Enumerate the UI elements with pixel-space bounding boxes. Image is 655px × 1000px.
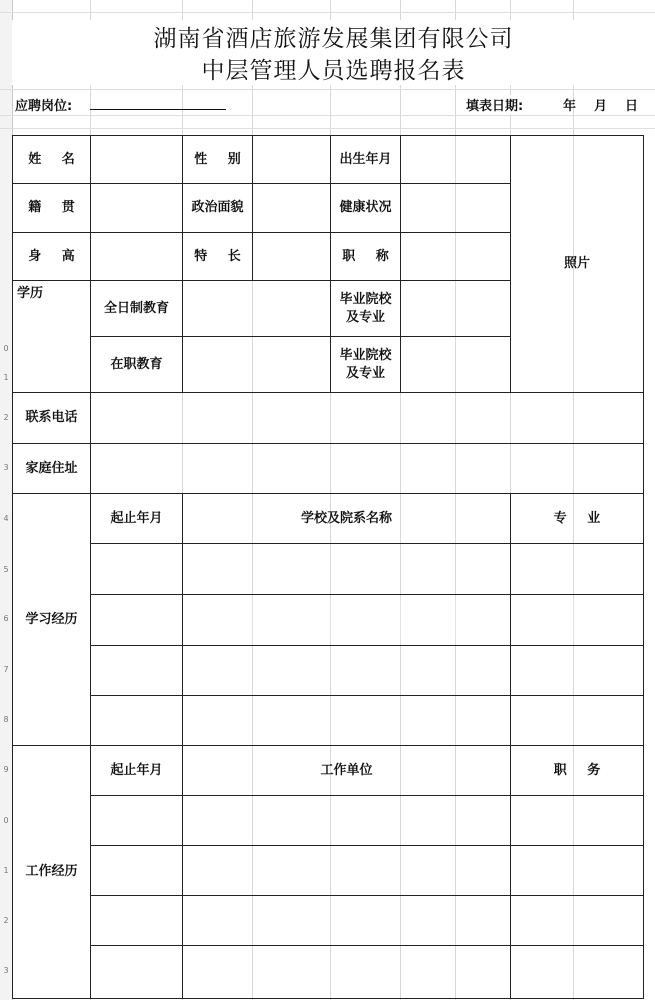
row-number: 5 — [3, 565, 9, 574]
grid-line — [0, 12, 655, 13]
political-status-field[interactable] — [252, 183, 331, 233]
study-row-school[interactable] — [182, 695, 511, 746]
address-field[interactable] — [90, 443, 644, 494]
work-row-unit[interactable] — [182, 895, 511, 946]
row-number: 0 — [3, 344, 9, 353]
position-label: 应聘岗位: — [15, 95, 72, 114]
grid-line — [252, 596, 253, 644]
row-number: 3 — [3, 463, 9, 472]
study-row-major[interactable] — [510, 645, 644, 696]
specialty-label: 特 长 — [182, 232, 253, 281]
row-number: 7 — [3, 665, 9, 674]
native-place-field[interactable] — [90, 183, 183, 233]
birth-field[interactable] — [400, 135, 511, 184]
birth-label: 出生年月 — [330, 135, 401, 184]
height-label: 身 高 — [12, 232, 91, 281]
form-title-line1: 湖南省酒店旅游发展集团有限公司 — [12, 20, 655, 53]
date-day: 日 — [625, 99, 639, 114]
political-status-label: 政治面貌 — [182, 183, 253, 233]
study-school-header: 学校及院系名称 — [182, 493, 511, 544]
study-row-period[interactable] — [90, 645, 183, 696]
study-row-period[interactable] — [90, 543, 183, 595]
date-month: 月 — [594, 99, 608, 114]
title-field[interactable] — [400, 232, 511, 281]
onjob-edu-label: 在职教育 — [90, 336, 183, 393]
work-row-position[interactable] — [510, 845, 644, 896]
form-title-line2: 中层管理人员选聘报名表 — [12, 52, 655, 85]
gender-field[interactable] — [252, 135, 331, 184]
gender-label: 性 别 — [182, 135, 253, 184]
study-row-school[interactable] — [182, 594, 511, 646]
date-year: 年 — [563, 99, 577, 114]
study-row-major[interactable] — [510, 543, 644, 595]
study-period-header: 起止年月 — [90, 493, 183, 544]
row-number: 8 — [3, 715, 9, 724]
work-unit-header: 工作单位 — [182, 745, 511, 796]
work-period-header: 起止年月 — [90, 745, 183, 796]
date-label: 填表日期: — [466, 95, 523, 114]
address-label: 家庭住址 — [12, 443, 91, 494]
grid-line — [573, 596, 574, 644]
name-label: 姓 名 — [12, 135, 91, 184]
work-row-unit[interactable] — [182, 795, 511, 846]
grid-line — [400, 596, 401, 644]
grid-line — [455, 596, 456, 644]
height-field[interactable] — [90, 232, 183, 281]
work-row-period[interactable] — [90, 795, 183, 846]
onjob-edu-field[interactable] — [182, 336, 331, 393]
work-row-position[interactable] — [510, 945, 644, 999]
row-number: 2 — [3, 916, 9, 925]
school-major-field-1[interactable] — [400, 280, 511, 337]
study-row-period[interactable] — [90, 594, 183, 646]
work-row-unit[interactable] — [182, 945, 511, 999]
name-field[interactable] — [90, 135, 183, 184]
row-number: 2 — [3, 413, 9, 422]
work-row-unit[interactable] — [182, 845, 511, 896]
health-label: 健康状况 — [330, 183, 401, 233]
work-row-period[interactable] — [90, 845, 183, 896]
study-history-label: 学习经历 — [12, 493, 91, 746]
grid-line — [330, 596, 331, 644]
row-number: 6 — [3, 614, 9, 623]
study-major-header: 专 业 — [510, 493, 644, 544]
school-major-label-2: 毕业院校 及专业 — [330, 336, 401, 393]
work-history-label: 工作经历 — [12, 745, 91, 999]
study-row-major[interactable] — [510, 594, 644, 646]
row-number: 0 — [3, 816, 9, 825]
row-number: 4 — [3, 514, 9, 523]
row-number: 9 — [3, 765, 9, 774]
work-row-position[interactable] — [510, 895, 644, 946]
fulltime-edu-field[interactable] — [182, 280, 331, 337]
phone-label: 联系电话 — [12, 392, 91, 444]
fulltime-edu-label: 全日制教育 — [90, 280, 183, 337]
study-row-period[interactable] — [90, 695, 183, 746]
study-row-school[interactable] — [182, 543, 511, 595]
phone-field[interactable] — [90, 392, 644, 444]
education-label: 学历 — [12, 280, 91, 393]
work-row-position[interactable] — [510, 795, 644, 846]
study-row-major[interactable] — [510, 695, 644, 746]
row-number: 1 — [3, 866, 9, 875]
school-major-field-2[interactable] — [400, 336, 511, 393]
grid-line — [0, 89, 655, 90]
row-number: 3 — [3, 966, 9, 975]
work-row-period[interactable] — [90, 945, 183, 999]
work-position-header: 职 务 — [510, 745, 644, 796]
study-row-school[interactable] — [182, 645, 511, 696]
health-field[interactable] — [400, 183, 511, 233]
photo-box[interactable]: 照片 — [510, 135, 644, 393]
row-number: 1 — [3, 373, 9, 382]
school-major-label-1: 毕业院校 及专业 — [330, 280, 401, 337]
native-place-label: 籍 贯 — [12, 183, 91, 233]
specialty-field[interactable] — [252, 232, 331, 281]
work-row-period[interactable] — [90, 895, 183, 946]
title-label: 职 称 — [330, 232, 401, 281]
position-input-line[interactable] — [90, 109, 226, 110]
grid-line — [0, 128, 655, 129]
grid-line — [0, 115, 655, 116]
